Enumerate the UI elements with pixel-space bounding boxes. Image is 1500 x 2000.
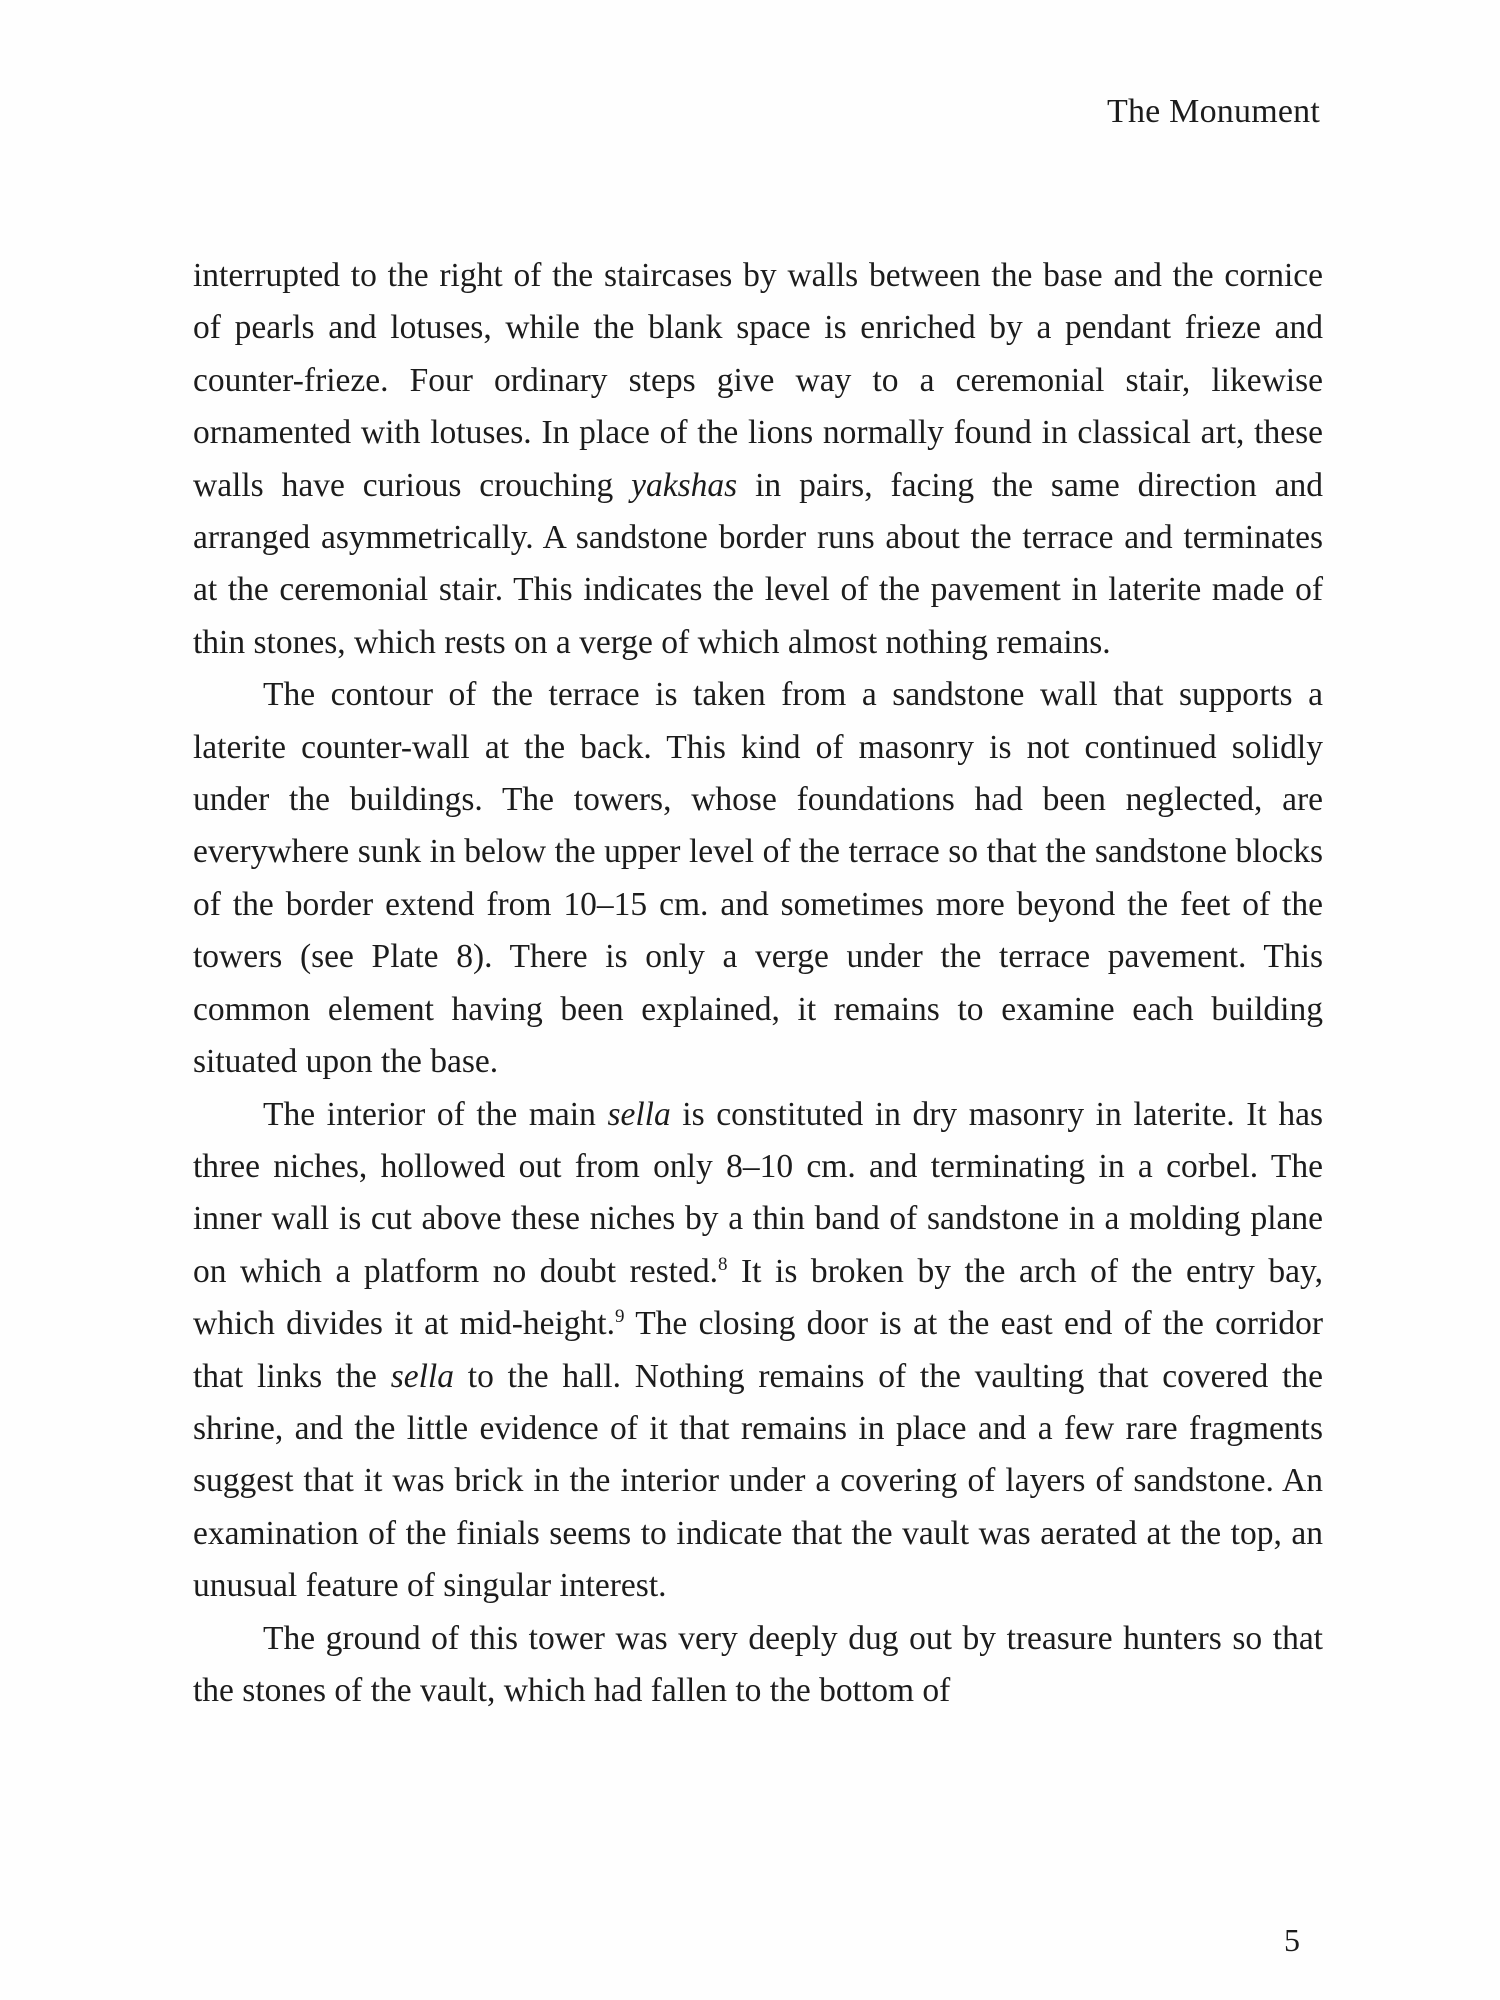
paragraph-text: in pairs, facing the same direction and arranged asymmetrically. A sandstone border runs about the terrace and terminates at the ceremonial stair. This indicates the level of the pavement in laterite made of thin stones, which rests on a verge of which almost nothing remains.: [193, 466, 1323, 661]
page-number: 5: [1284, 1922, 1300, 1958]
italic-term: yakshas: [631, 466, 738, 504]
body-text: [193, 250, 1323, 1717]
paragraph: The contour of the terrace is taken from a sandstone wall that supports a laterite counter-wall at the back. This kind of masonry is not continued solidly under the buildings. The towers, whose foundations had been neglected, are everywhere sunk in below the upper level of the terrace so that the sandstone blocks of the border extend from 10–15 cm. and sometimes more beyond the feet of the towers (see Plate 8). There is only a verge under the terrace pavement. This common element having been explained, it remains to examine each building situated upon the base.: [193, 676, 1323, 1081]
italic-term: sella: [390, 1357, 454, 1395]
footnote-marker: 8: [717, 1253, 728, 1275]
paragraph-text: to the hall. Nothing remains of the vaulting that covered the shrine, and the little evidence of it that remains in place and a few rare fragments suggest that it was brick in the interior under a covering of layers of sandstone. An examination of the finials seems to indicate that the vault was aerated at the top, an unusual feature of singular interest.: [193, 1357, 1323, 1605]
paragraph: [193, 1089, 1323, 1613]
italic-term: sella: [607, 1095, 671, 1133]
paragraph: [193, 250, 1323, 669]
footnote-marker: 9: [615, 1305, 625, 1327]
paragraph-text: interrupted to the right of the staircases by walls between the base and the cornice of pearls and lotuses, while the blank space is enriched by a pendant frieze and counter-frieze. Four ordinary steps give way to a ceremonial stair, likewise ornamented with lotuses. In place of the lions normally found in classical art, these walls have curious crouching: [193, 257, 1323, 504]
paragraph-text: It is broken by the arch of the entry bay, which divides it at mid-height.: [193, 1252, 1323, 1343]
running-head: The Monument: [1107, 93, 1320, 130]
paragraph-text: The closing door is at the east end of the corridor that links the: [193, 1305, 1324, 1395]
paragraph: The ground of this tower was very deeply dug out by treasure hunters so that the stones of the vault, which had fallen to the bottom of: [193, 1619, 1323, 1709]
paragraph-text: is constituted in dry masonry in laterite. It has three niches, hollowed out from only 8–10 cm. and terminating in a corbel. The inner wall is cut above these niches by a thin band of sandstone in a molding plane on which a platform no doubt rested.: [193, 1095, 1323, 1290]
paragraph-text: The interior of the main: [263, 1095, 608, 1133]
